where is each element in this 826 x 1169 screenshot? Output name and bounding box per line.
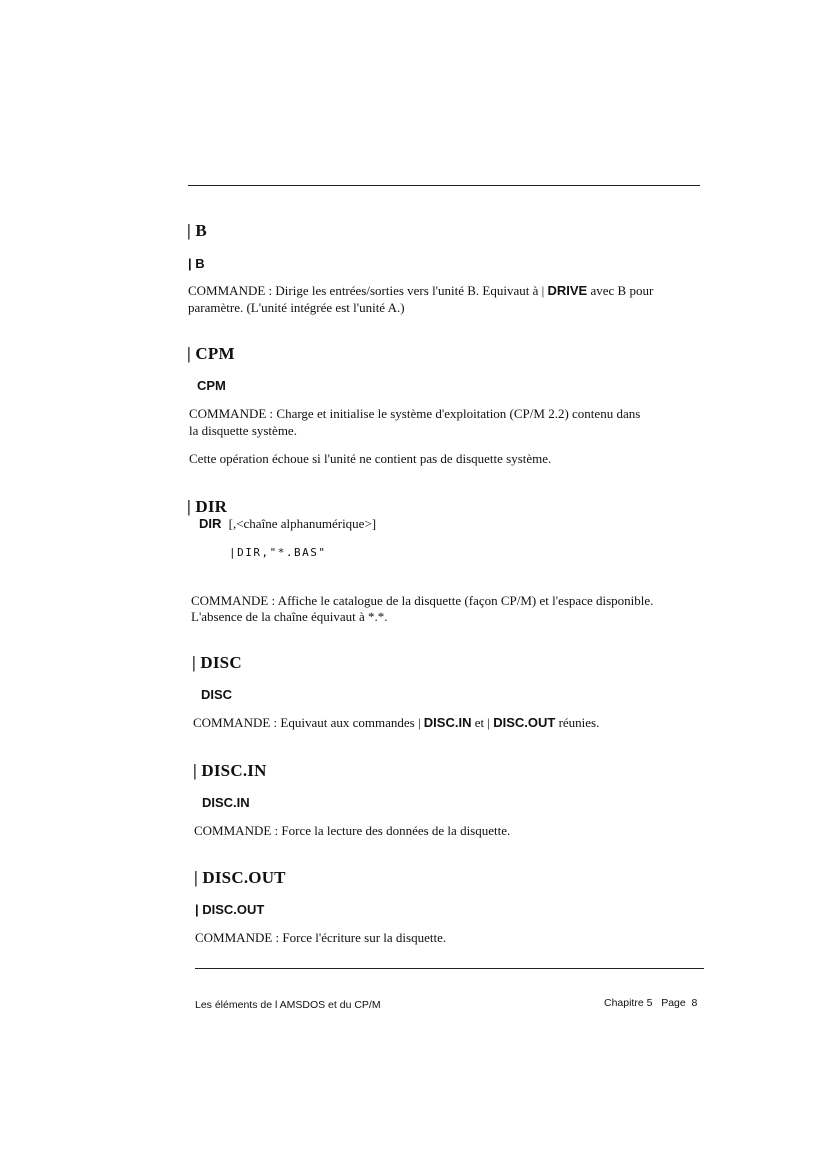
heading-disc: | DISC — [192, 653, 242, 672]
desc-disc-out: COMMANDE : Force l'écriture sur la disquette. — [195, 930, 447, 945]
desc-disc-prefix: COMMANDE : Equivaut aux commandes | — [193, 715, 421, 730]
heading-disc-out: | DISC.OUT — [194, 868, 286, 887]
top-rule — [188, 185, 700, 186]
desc-cpm-line1: COMMANDE : Charge et initialise le système d'exploitation (CP/M 2.2) contenu dans — [189, 406, 641, 421]
syntax-dir — [199, 516, 376, 532]
note-cpm: Cette opération échoue si l'unité ne contient pas de disquette système. — [189, 451, 552, 466]
heading-dir: | DIR — [187, 497, 228, 516]
desc-b-prefix: COMMANDE : Dirige les entrées/sorties vers l'unité B. Equivaut à | — [188, 283, 545, 298]
desc-b-line1 — [188, 283, 653, 299]
heading-b: | B — [187, 221, 207, 240]
footer-left: Les éléments de l AMSDOS et du CP/M — [195, 999, 381, 1011]
syntax-disc-in: DISC.IN — [202, 795, 250, 810]
heading-cpm: | CPM — [187, 344, 235, 363]
syntax-b: | B — [188, 256, 205, 271]
syntax-disc-out: | DISC.OUT — [195, 902, 265, 917]
syntax-cpm: CPM — [197, 378, 226, 393]
footer-page-number: Chapitre 5 Page 8 — [604, 997, 698, 1009]
desc-cpm-line2: la disquette système. — [189, 423, 297, 438]
desc-disc — [193, 715, 599, 731]
desc-dir-line2: L'absence de la chaîne équivaut à *.*. — [191, 609, 388, 624]
dir-example: |DIR,"*.BAS" — [229, 546, 327, 559]
bottom-rule — [195, 968, 704, 969]
desc-dir-line1: COMMANDE : Affiche le catalogue de la disquette (façon CP/M) et l'espace disponible. — [191, 593, 654, 608]
disc-out-keyword: DISC.OUT — [493, 715, 556, 730]
syntax-disc: DISC — [201, 687, 233, 702]
drive-keyword: DRIVE — [547, 283, 588, 298]
desc-disc-in: COMMANDE : Force la lecture des données de la disquette. — [194, 823, 511, 838]
desc-disc-suffix: réunies. — [558, 715, 600, 730]
desc-disc-mid: et | — [474, 715, 490, 730]
desc-b-suffix: avec B pour — [590, 283, 654, 298]
heading-disc-in: | DISC.IN — [193, 761, 267, 780]
disc-in-keyword: DISC.IN — [423, 715, 472, 730]
dir-keyword: DIR — [199, 516, 222, 531]
desc-b-line2: paramètre. (L'unité intégrée est l'unité A.) — [188, 300, 405, 315]
dir-argument: [,<chaîne alphanumérique>] — [228, 516, 377, 531]
